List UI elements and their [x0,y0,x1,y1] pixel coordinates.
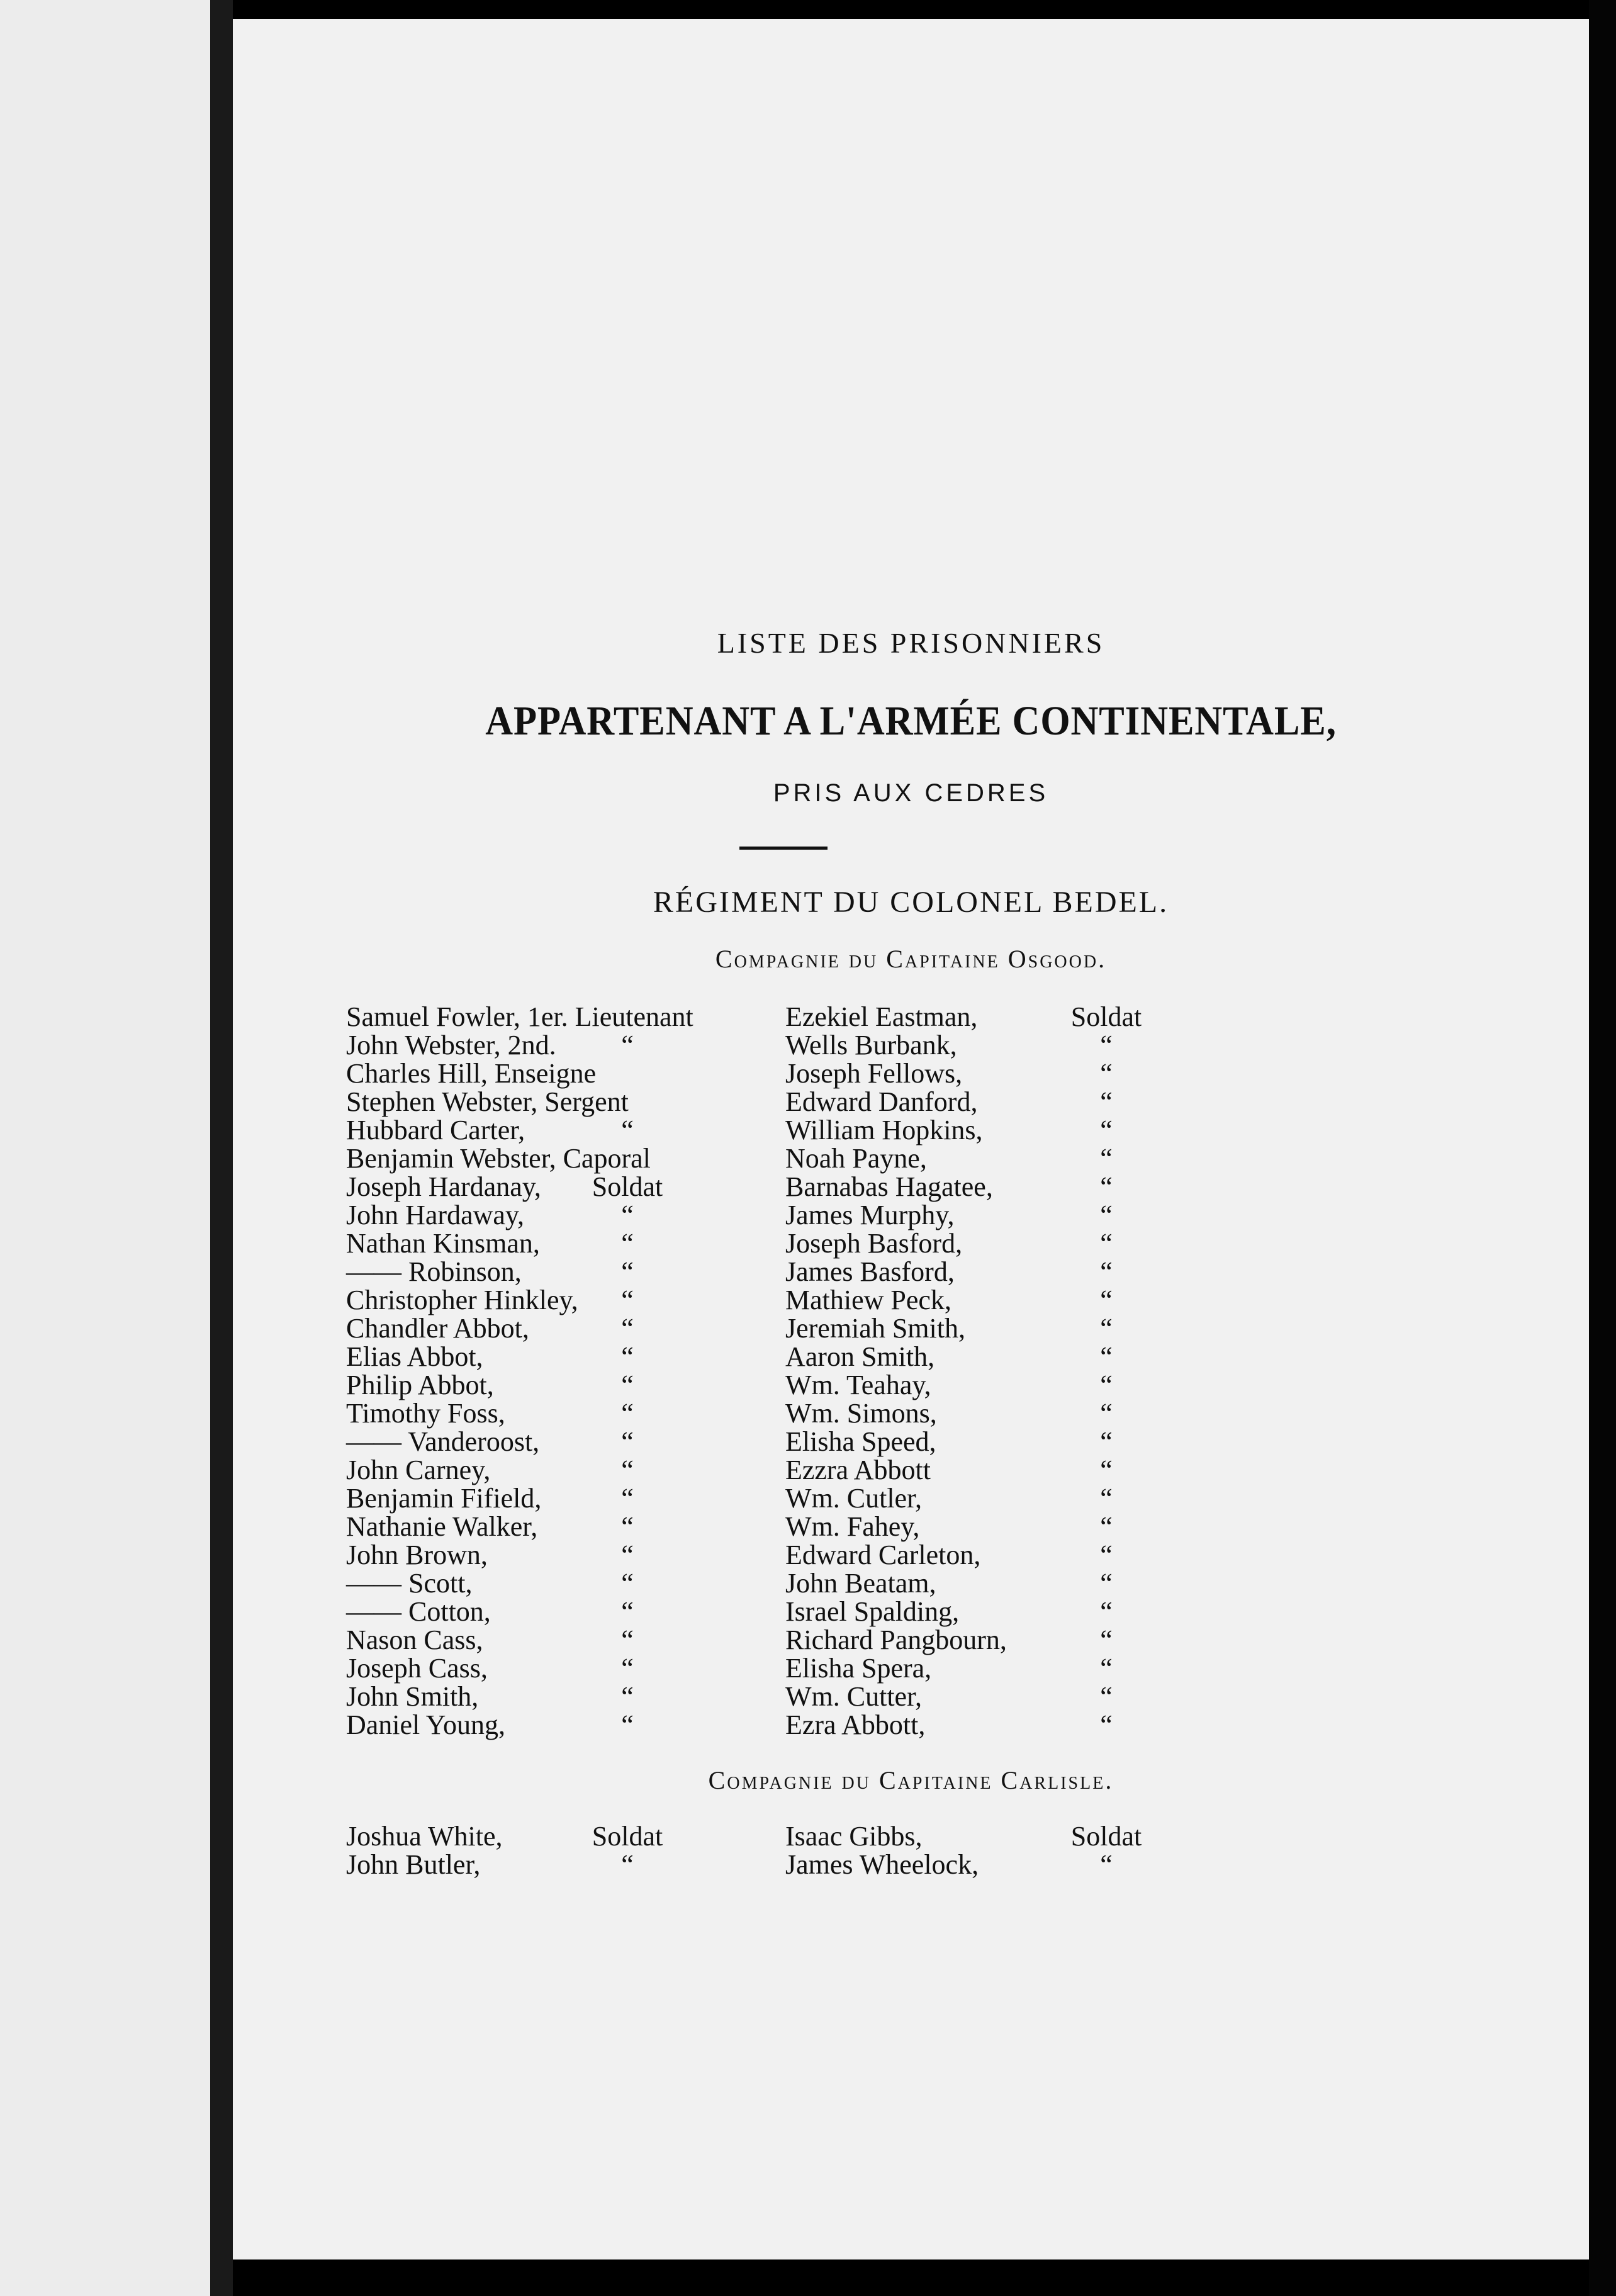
roster-row [233,1086,1589,1117]
roster-row [233,1312,1589,1344]
prisoner-rank: Soldat [1070,1821,1142,1852]
prisoner-rank: “ [621,1398,634,1429]
roster-row [233,1171,1589,1202]
roster-row [233,1397,1589,1429]
prisoner-rank: “ [1100,1455,1113,1485]
prisoner-name: Christopher Hinkley, [346,1285,578,1315]
prisoner-rank: “ [1100,1568,1113,1599]
prisoner-rank: “ [1100,1086,1113,1117]
prisoner-rank: Soldat [592,1821,663,1852]
roster-row [233,1539,1589,1570]
roster-row [233,1454,1589,1485]
prisoner-name: John Hardaway, [346,1200,525,1230]
prisoner-name: Israel Spalding, [785,1596,960,1627]
prisoner-name: Joshua White, [346,1821,503,1852]
divider-rule [739,847,828,850]
prisoner-name: —— Scott, [346,1568,473,1599]
prisoner-rank: “ [621,1539,634,1570]
prisoner-rank: Soldat [592,1171,663,1202]
company-heading-osgood: Compagnie du Capitaine Osgood. [715,945,1107,973]
roster-row [233,1001,1589,1032]
prisoner-rank: “ [621,1455,634,1485]
prisoner-rank: “ [621,1285,634,1315]
scan-border [1589,0,1616,2296]
prisoner-name: Elias Abbot, [346,1341,483,1372]
prisoner-rank: “ [1100,1709,1113,1740]
roster-row [233,1652,1589,1684]
prisoner-name: William Hopkins, [785,1115,983,1145]
prisoner-name: Benjamin Fifield, [346,1483,542,1514]
prisoner-rank: “ [1100,1115,1113,1145]
prisoner-name: Joseph Basford, [785,1228,963,1259]
prisoner-rank: “ [1100,1426,1113,1457]
roster-row [233,1482,1589,1514]
prisoner-rank: “ [621,1653,634,1684]
prisoner-name: Wm. Simons, [785,1398,937,1429]
prisoner-name: Elisha Spera, [785,1653,932,1684]
prisoner-rank: “ [1100,1596,1113,1627]
prisoner-name: Ezzra Abbott [785,1455,931,1485]
prisoner-rank: “ [1100,1200,1113,1230]
prisoner-name: Joseph Hardanay, [346,1171,541,1202]
prisoner-name: —— Robinson, [346,1256,522,1287]
roster-row [233,1426,1589,1457]
prisoner-rank: “ [621,1849,634,1880]
prisoner-name: Ezekiel Eastman, [785,1001,978,1032]
roster-row [233,1341,1589,1372]
prisoner-name: John Brown, [346,1539,488,1570]
prisoner-rank: “ [621,1030,634,1061]
prisoner-name: Noah Payne, [785,1143,927,1174]
prisoner-rank: “ [1100,1171,1113,1202]
prisoner-name: Samuel Fowler, 1er. Lieutenant [346,1001,693,1032]
prisoner-name: John Butler, [346,1849,481,1880]
roster-row [233,1256,1589,1287]
roster-row [233,1199,1589,1230]
prisoner-rank: “ [621,1596,634,1627]
prisoner-rank: “ [621,1370,634,1400]
prisoner-name: Benjamin Webster, Caporal [346,1143,651,1174]
prisoner-rank: “ [1100,1313,1113,1344]
document-page [233,19,1589,2259]
prisoner-rank: “ [1100,1849,1113,1880]
roster-row [233,1142,1589,1174]
prisoner-name: Stephen Webster, Sergent [346,1086,629,1117]
prisoner-name: Jeremiah Smith, [785,1313,965,1344]
prisoner-name: James Murphy, [785,1200,955,1230]
prisoner-rank: “ [1100,1370,1113,1400]
prisoner-name: Edward Carleton, [785,1539,981,1570]
facing-page-edge [0,0,210,2296]
prisoner-name: Wm. Fahey, [785,1511,920,1542]
prisoner-name: Charles Hill, Enseigne [346,1058,597,1089]
prisoner-rank: “ [621,1624,634,1655]
prisoner-name: Hubbard Carter, [346,1115,525,1145]
prisoner-rank: “ [1100,1285,1113,1315]
prisoner-name: Wells Burbank, [785,1030,957,1061]
roster-row [233,1624,1589,1655]
roster-row [233,1369,1589,1400]
roster-row [233,1057,1589,1089]
prisoner-name: Barnabas Hagatee, [785,1171,993,1202]
regiment-heading: RÉGIMENT DU COLONEL BEDEL. [653,886,1169,919]
roster-row [233,1567,1589,1599]
prisoner-name: Isaac Gibbs, [785,1821,923,1852]
prisoner-name: John Smith, [346,1681,479,1712]
prisoner-name: John Carney, [346,1455,491,1485]
book-gutter [210,0,233,2296]
roster-row [233,1511,1589,1542]
prisoner-rank: “ [1100,1398,1113,1429]
prisoner-rank: “ [1100,1228,1113,1259]
prisoner-rank: “ [621,1709,634,1740]
prisoner-name: James Wheelock, [785,1849,979,1880]
prisoner-name: Nason Cass, [346,1624,483,1655]
prisoner-rank: “ [1100,1256,1113,1287]
list-heading: LISTE DES PRISONNIERS [717,627,1105,659]
prisoner-name: Aaron Smith, [785,1341,935,1372]
prisoner-name: Chandler Abbot, [346,1313,529,1344]
prisoner-rank: “ [621,1341,634,1372]
prisoner-name: Joseph Cass, [346,1653,488,1684]
prisoner-name: Philip Abbot, [346,1370,494,1400]
company-heading-carlisle: Compagnie du Capitaine Carlisle. [708,1766,1114,1794]
prisoner-name: Nathan Kinsman, [346,1228,540,1259]
prisoner-name: James Basford, [785,1256,955,1287]
prisoner-rank: “ [621,1681,634,1712]
roster-row [233,1284,1589,1315]
prisoner-rank: “ [1100,1681,1113,1712]
prisoner-rank: “ [621,1511,634,1542]
prisoner-rank: “ [1100,1030,1113,1061]
prisoner-name: Daniel Young, [346,1709,506,1740]
roster-row [233,1595,1589,1627]
prisoner-name: Richard Pangbourn, [785,1624,1007,1655]
prisoner-rank: “ [621,1200,634,1230]
prisoner-name: —— Cotton, [346,1596,491,1627]
prisoner-name: Joseph Fellows, [785,1058,963,1089]
prisoner-rank: “ [621,1483,634,1514]
roster-row [233,1227,1589,1259]
prisoner-rank: “ [621,1115,634,1145]
prisoner-rank: “ [1100,1624,1113,1655]
prisoner-rank: “ [621,1426,634,1457]
prisoner-rank: “ [1100,1058,1113,1089]
roster-row [233,1709,1589,1740]
prisoner-name: Elisha Speed, [785,1426,936,1457]
prisoner-name: Wm. Cutter, [785,1681,922,1712]
prisoner-rank: “ [1100,1483,1113,1514]
prisoner-name: Nathanie Walker, [346,1511,538,1542]
prisoner-rank: “ [1100,1511,1113,1542]
main-title: APPARTENANT A L'ARMÉE CONTINENTALE, [485,698,1337,744]
prisoner-rank: “ [1100,1539,1113,1570]
roster-row [233,1820,1589,1852]
prisoner-name: Wm. Cutler, [785,1483,922,1514]
roster-row [233,1029,1589,1061]
subtitle: PRIS AUX CEDRES [773,779,1049,807]
prisoner-name: Edward Danford, [785,1086,978,1117]
roster-row [233,1849,1589,1880]
roster-row [233,1680,1589,1712]
prisoner-name: John Webster, 2nd. [346,1030,556,1061]
prisoner-name: Wm. Teahay, [785,1370,931,1400]
prisoner-rank: “ [621,1568,634,1599]
prisoner-rank: “ [1100,1143,1113,1174]
roster-row [233,1114,1589,1145]
prisoner-rank: “ [621,1313,634,1344]
prisoner-rank: “ [621,1256,634,1287]
prisoner-rank: “ [621,1228,634,1259]
prisoner-name: Ezra Abbott, [785,1709,926,1740]
prisoner-name: Timothy Foss, [346,1398,505,1429]
prisoner-rank: Soldat [1070,1001,1142,1032]
prisoner-rank: “ [1100,1653,1113,1684]
prisoner-name: John Beatam, [785,1568,936,1599]
prisoner-name: —— Vanderoost, [346,1426,540,1457]
prisoner-name: Mathiew Peck, [785,1285,951,1315]
prisoner-rank: “ [1100,1341,1113,1372]
